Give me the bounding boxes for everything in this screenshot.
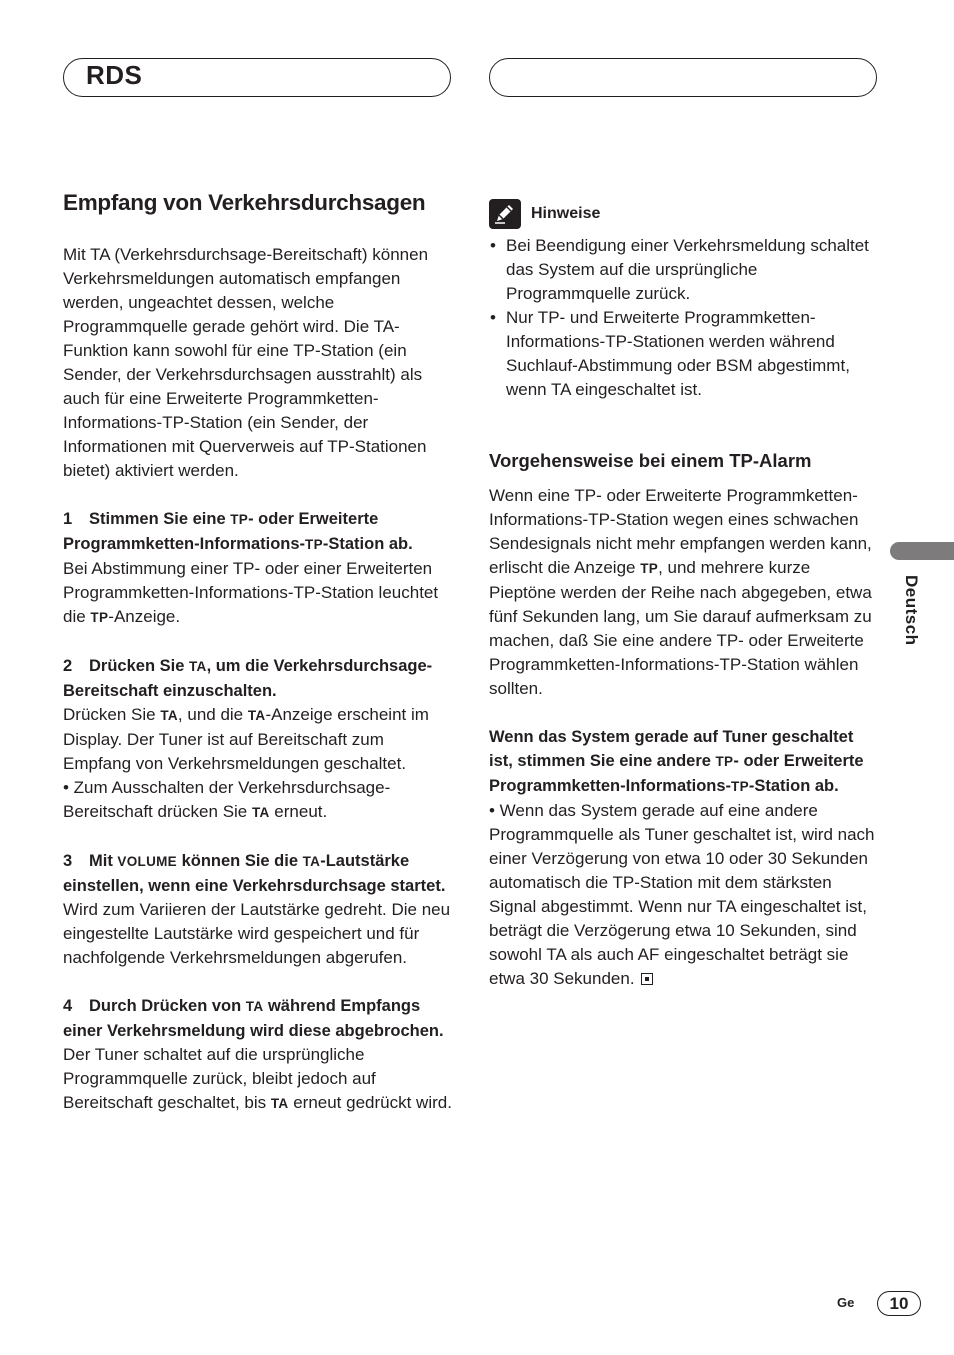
language-tab-bar — [890, 542, 954, 560]
end-mark-icon — [641, 973, 653, 985]
step-4 — [63, 994, 455, 1116]
tp-alarm-final-note: • Wenn das System gerade auf eine andere Programmquelle als Tuner geschaltet ist, wird nach einer Verzögerung von etwa 10 oder 30 Sekunden automatisch die TP-Station mit dem stärksten Signal abgestimmt. Wenn nur TA eingeschaltet ist, beträgt die Verzögerung etwa 10 Sekunden, sind sowohl TA als auch AF eingeschaltet beträgt sie etwa 30 Sekunden. — [489, 801, 875, 988]
step-4-heading: 4 Durch Drücken von TA während Empfangs einer Verkehrsmeldung wird diese abgebrochen. — [63, 997, 444, 1040]
section-header — [63, 58, 451, 97]
language-code: Ge — [837, 1295, 855, 1310]
step-1-heading: 1 Stimmen Sie eine TP- oder Erweiterte Programmketten-Informations-TP-Station ab. — [63, 510, 413, 553]
left-column — [63, 186, 455, 1116]
page-number: 10 — [877, 1291, 921, 1316]
step-4-body: Der Tuner schaltet auf die ursprüngliche Programmquelle zurück, bleibt jedoch auf Bereitschaft geschaltet, bis TA erneut gedrückt wird. — [63, 1045, 452, 1112]
tp-alarm-instruction: Wenn das System gerade auf Tuner geschaltet ist, stimmen Sie eine andere TP- oder Erweiterte Programmketten-Informations-TP-Station ab. — [489, 728, 864, 795]
tp-alarm-section — [489, 448, 881, 991]
notes-title: Hinweise — [531, 205, 601, 222]
page-heading: Empfang von Verkehrsdurchsagen — [63, 190, 426, 215]
tp-alarm-body: Wenn eine TP- oder Erweiterte Programmketten-Informations-TP-Station wegen eines schwachen Sendesignals nicht mehr empfangen werden kann, erlischt die Anzeige TP, und mehrere kurze Pieptöne werden der Reihe nach abgegeben, etwa fünf Sekunden lang, um Sie darauf aufmerksam zu machen, daß Sie eine andere TP- oder Erweiterte Programmketten-Informations-TP-Station wählen sollten. — [489, 486, 872, 698]
step-2-heading: 2 Drücken Sie TA, um die Verkehrsdurchsage-Bereitschaft einzuschalten. — [63, 657, 433, 700]
step-2 — [63, 654, 455, 825]
pencil-icon — [489, 199, 521, 229]
step-3-body: Wird zum Variieren der Lautstärke gedreht. Die neu eingestellte Lautstärke wird gespeichert und für nachfolgende Verkehrsmeldungen abgerufen. — [63, 900, 451, 967]
step-2-note: • Zum Ausschalten der Verkehrsdurchsage-Bereitschaft drücken Sie TA erneut. — [63, 778, 391, 821]
section-header-right — [489, 58, 877, 97]
section-heading: Vorgehensweise bei einem TP-Alarm — [489, 450, 812, 471]
intro-paragraph: Mit TA (Verkehrsdurchsage-Bereitschaft) können Verkehrsmeldungen automatisch empfangen werden, ungeachtet dessen, welche Programmquelle gerade gehört wird. Die TA-Funktion kann sowohl für eine TP-Station (ein Sender, der Verkehrsdurchsagen ausstrahlt) als auch für eine Erweiterte Programmketten-Informations-TP-Station (ein Sender, der Informationen mit Querverweis auf TP-Stationen bietet) aktiviert werden. — [63, 245, 429, 480]
note-item: • Nur TP- und Erweiterte Programmketten-Informations-TP-Stationen werden während Suchlauf-Abstimmung oder BSM abgestimmt, wenn TA eingeschaltet ist. — [489, 306, 881, 402]
step-3 — [63, 849, 455, 970]
note-item: • Bei Beendigung einer Verkehrsmeldung schaltet das System auf die ursprüngliche Programmquelle zurück. — [489, 234, 881, 306]
section-title: RDS — [86, 60, 143, 90]
step-1 — [63, 507, 455, 630]
step-1-body: Bei Abstimmung einer TP- oder einer Erweiterten Programmketten-Informations-TP-Station leuchtet die TP-Anzeige. — [63, 559, 439, 626]
right-column — [489, 198, 881, 991]
step-3-heading: 3 Mit VOLUME können Sie die TA-Lautstärke einstellen, wenn eine Verkehrsdurchsage startet. — [63, 852, 446, 895]
step-2-body: Drücken Sie TA, und die TA-Anzeige erscheint im Display. Der Tuner ist auf Bereitschaft zum Empfang von Verkehrsmeldungen geschaltet. — [63, 705, 429, 773]
language-label: Deutsch — [902, 575, 921, 646]
notes-header — [489, 198, 881, 230]
